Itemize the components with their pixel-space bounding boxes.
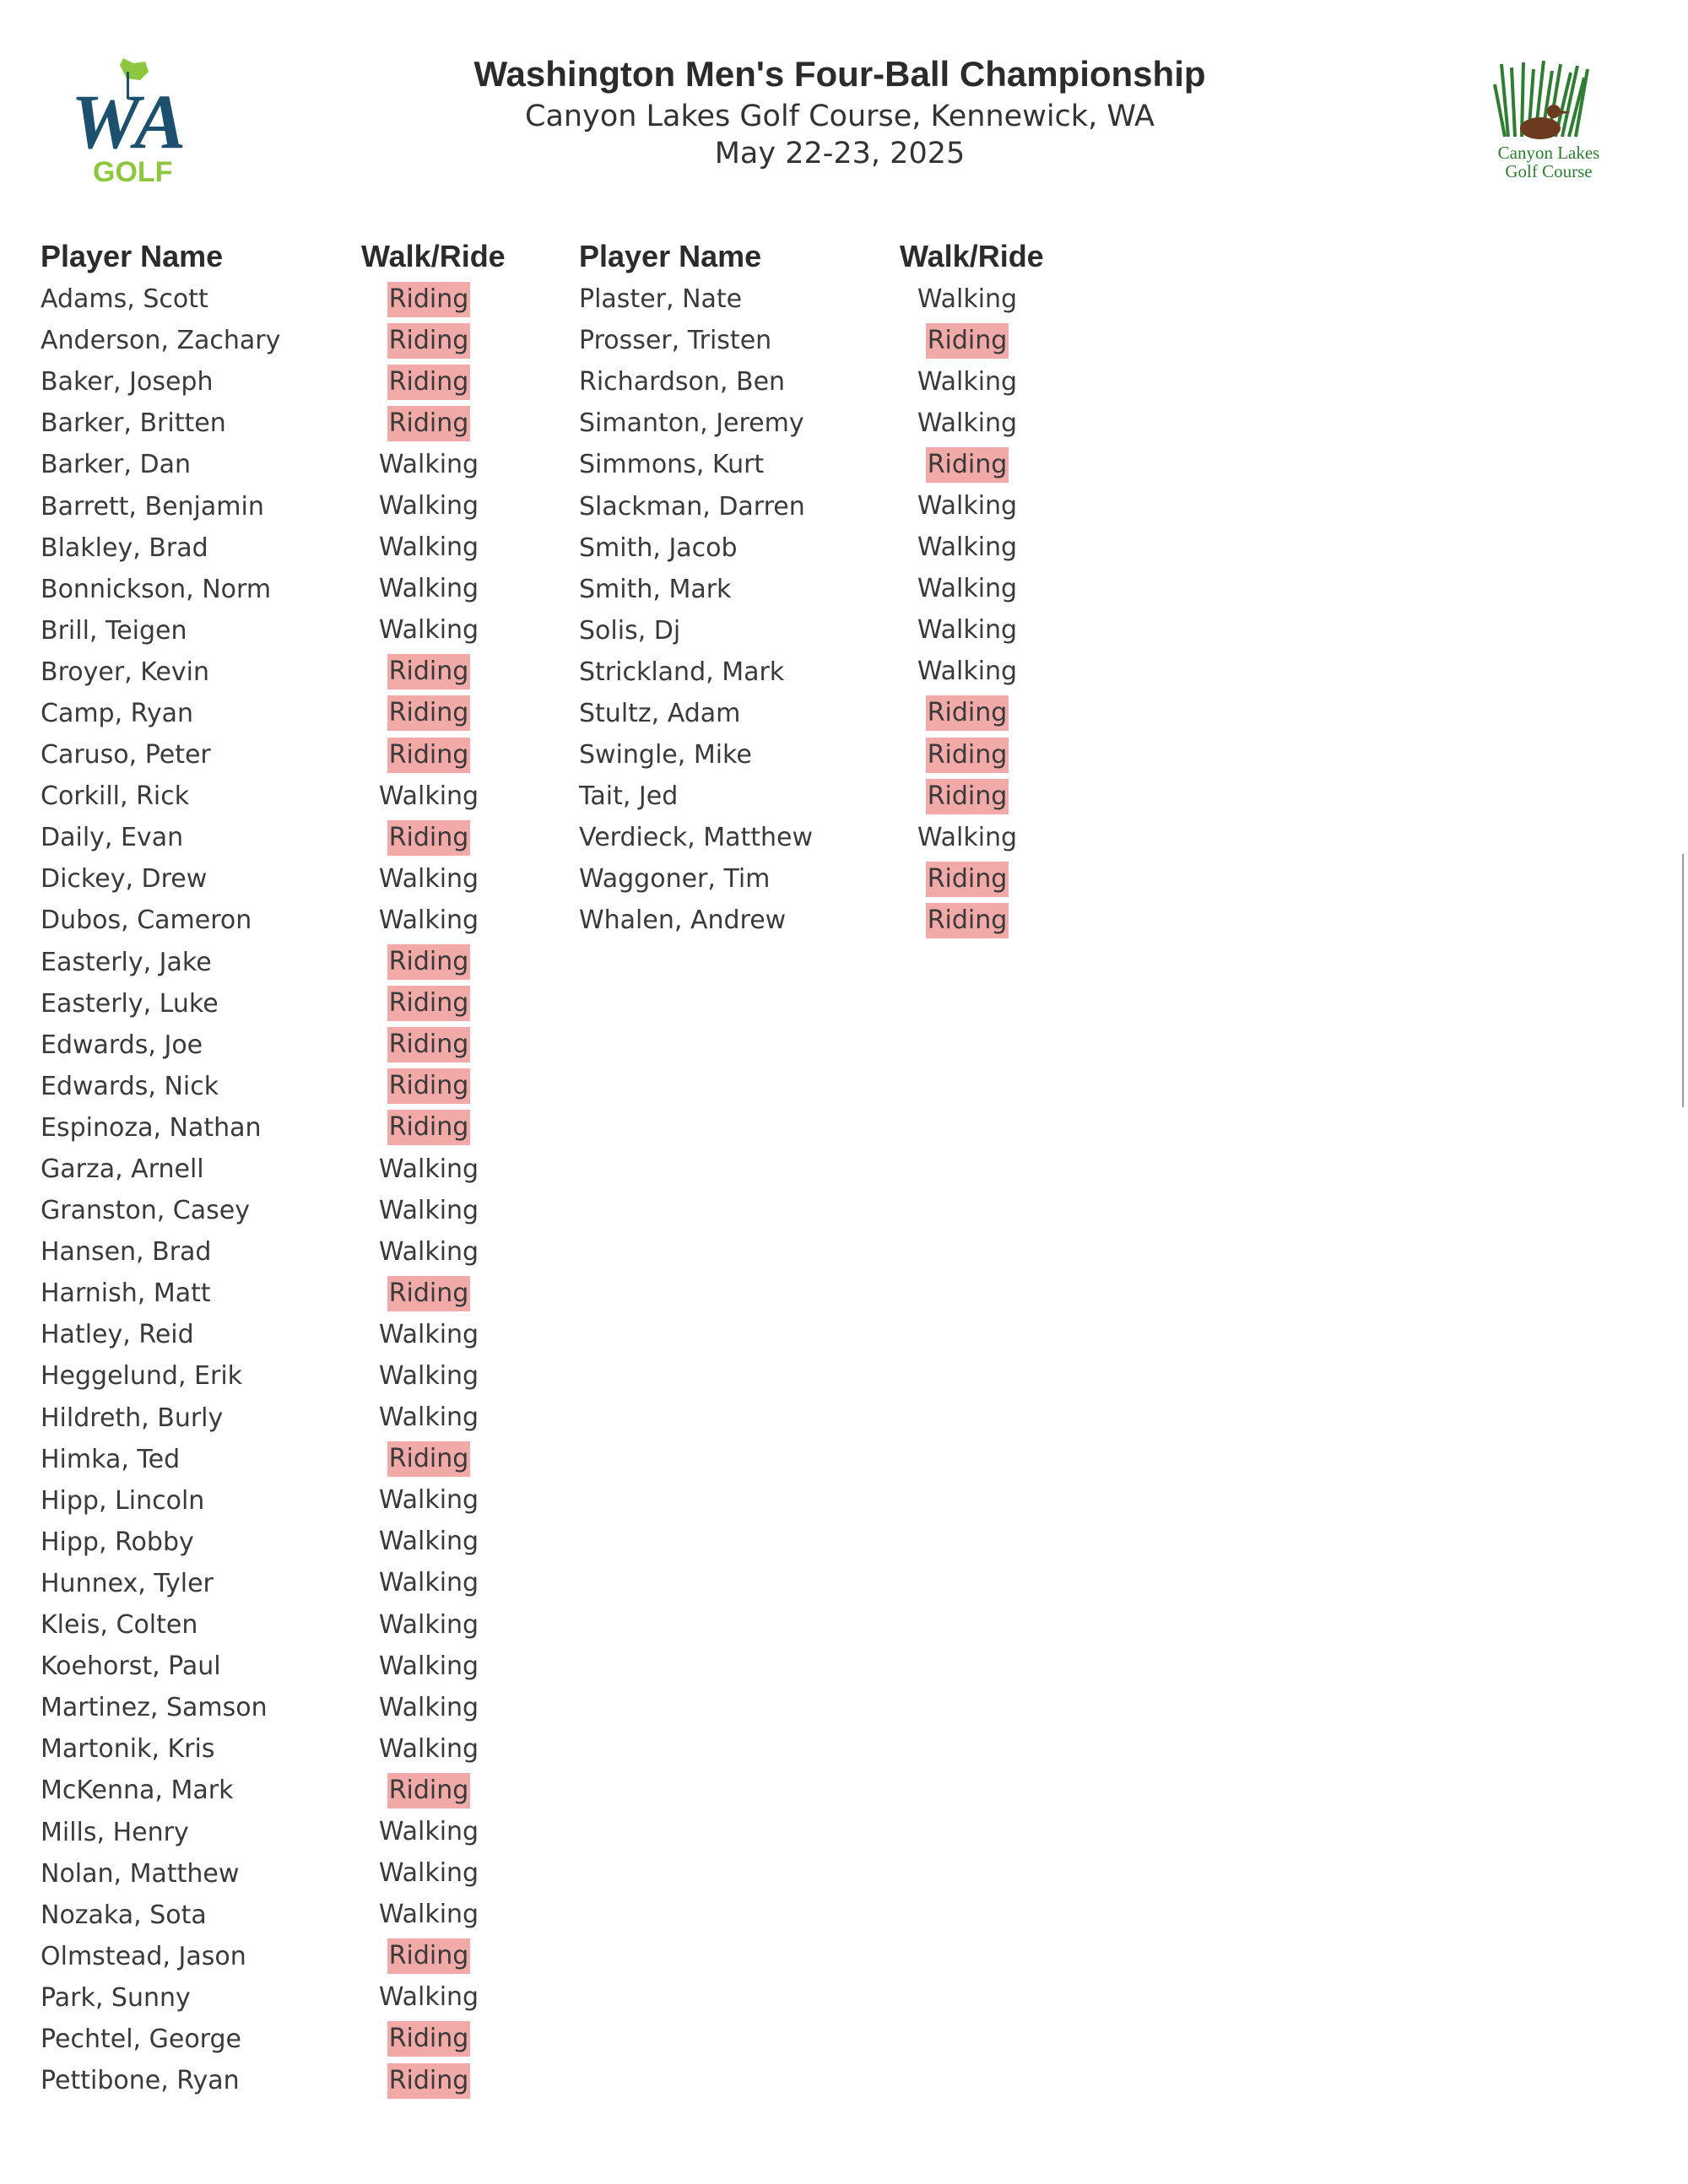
player-name: Harnish, Matt bbox=[41, 1279, 211, 1309]
riding-status: Riding bbox=[387, 282, 471, 317]
walk-ride-header: Walk/Ride bbox=[900, 239, 1044, 273]
riding-status: Riding bbox=[387, 654, 471, 689]
riding-status: Riding bbox=[387, 1441, 471, 1477]
walking-status: Walking bbox=[378, 449, 479, 479]
player-row bbox=[41, 942, 496, 983]
player-name: Stultz, Adam bbox=[579, 698, 741, 728]
walk-ride-cell bbox=[361, 1524, 496, 1560]
walk-ride-cell bbox=[900, 447, 1035, 483]
walking-status: Walking bbox=[378, 781, 479, 811]
riding-status: Riding bbox=[926, 779, 1009, 814]
walking-status: Walking bbox=[378, 905, 479, 935]
player-name: Camp, Ryan bbox=[41, 698, 194, 728]
player-row bbox=[41, 1811, 496, 1852]
player-row bbox=[41, 1563, 496, 1604]
player-name: Corkill, Rick bbox=[41, 781, 190, 812]
riding-status: Riding bbox=[387, 820, 471, 856]
riding-status: Riding bbox=[926, 447, 1009, 483]
walk-ride-cell bbox=[361, 1938, 496, 1974]
walk-ride-cell bbox=[361, 1690, 496, 1726]
player-row bbox=[41, 2019, 496, 2060]
player-name: Park, Sunny bbox=[41, 1982, 191, 2013]
player-row bbox=[41, 817, 496, 858]
player-name: Nolan, Matthew bbox=[41, 1858, 240, 1889]
player-row bbox=[41, 1522, 496, 1563]
walking-status: Walking bbox=[378, 1236, 479, 1267]
player-row bbox=[41, 1397, 496, 1439]
player-name: Swingle, Mike bbox=[579, 740, 752, 770]
player-row bbox=[41, 1604, 496, 1646]
walk-ride-cell bbox=[361, 820, 496, 856]
player-name: Dubos, Cameron bbox=[41, 905, 252, 936]
player-name: Nozaka, Sota bbox=[41, 1900, 207, 1930]
riding-status: Riding bbox=[387, 1068, 471, 1104]
player-name: Simmons, Kurt bbox=[579, 450, 765, 480]
riding-status: Riding bbox=[387, 406, 471, 441]
player-row bbox=[579, 444, 1035, 485]
player-name: Richardson, Ben bbox=[579, 367, 786, 397]
player-name: Dickey, Drew bbox=[41, 864, 208, 895]
wa-letters: WA bbox=[71, 78, 187, 165]
walk-ride-cell bbox=[900, 530, 1035, 565]
walk-ride-cell bbox=[900, 820, 1035, 856]
player-row bbox=[579, 485, 1035, 527]
player-row bbox=[41, 1646, 496, 1687]
canyon-lakes-logo bbox=[1490, 59, 1608, 186]
player-row bbox=[579, 651, 1035, 693]
riding-status: Riding bbox=[387, 365, 471, 400]
player-name: Hatley, Reid bbox=[41, 1320, 194, 1350]
player-name: Anderson, Zachary bbox=[41, 326, 281, 356]
walking-status: Walking bbox=[378, 1485, 479, 1516]
player-row bbox=[41, 1024, 496, 1066]
player-name: Brill, Teigen bbox=[41, 615, 187, 646]
walk-ride-cell bbox=[900, 489, 1035, 524]
walking-status: Walking bbox=[378, 1319, 479, 1349]
walking-status: Walking bbox=[378, 1858, 479, 1889]
walking-status: Walking bbox=[378, 1360, 479, 1391]
walking-status: Walking bbox=[917, 615, 1018, 646]
player-row bbox=[41, 1728, 496, 1770]
player-name: Prosser, Tristen bbox=[579, 326, 772, 356]
player-row bbox=[41, 569, 496, 610]
walking-status: Walking bbox=[917, 657, 1018, 687]
player-name: Smith, Mark bbox=[579, 574, 732, 604]
walk-ride-cell bbox=[361, 1897, 496, 1933]
player-row bbox=[579, 693, 1035, 734]
player-name: Espinoza, Nathan bbox=[41, 1112, 262, 1143]
player-row bbox=[579, 320, 1035, 361]
walk-ride-cell bbox=[900, 571, 1035, 607]
player-name: Hipp, Lincoln bbox=[41, 1485, 205, 1516]
player-name: McKenna, Mark bbox=[41, 1776, 234, 1806]
player-row bbox=[579, 361, 1035, 403]
player-row bbox=[41, 1439, 496, 1480]
player-name-header: Player Name bbox=[41, 239, 224, 273]
player-name: Mills, Henry bbox=[41, 1817, 189, 1847]
course-location: Canyon Lakes Golf Course, Kennewick, WA bbox=[525, 100, 1155, 133]
document-header bbox=[0, 51, 1680, 172]
player-row bbox=[41, 1853, 496, 1895]
player-name: Slackman, Darren bbox=[579, 491, 805, 522]
walk-ride-cell bbox=[900, 323, 1035, 359]
walk-ride-cell bbox=[361, 1152, 496, 1187]
player-name: Hipp, Robby bbox=[41, 1527, 194, 1557]
player-name: Martonik, Kris bbox=[41, 1734, 215, 1765]
player-row bbox=[41, 1977, 496, 2019]
player-name: Pettibone, Ryan bbox=[41, 2066, 240, 2096]
walk-ride-cell bbox=[900, 779, 1035, 814]
walk-ride-cell bbox=[361, 738, 496, 773]
walking-status: Walking bbox=[917, 366, 1018, 397]
walking-status: Walking bbox=[378, 1900, 479, 1930]
player-name: Hansen, Brad bbox=[41, 1237, 212, 1268]
player-name: Whalen, Andrew bbox=[579, 905, 787, 936]
player-row bbox=[41, 1687, 496, 1728]
walk-ride-cell bbox=[900, 613, 1035, 648]
walk-ride-cell bbox=[361, 1732, 496, 1767]
player-name: Hildreth, Burly bbox=[41, 1403, 224, 1433]
player-name: Garza, Arnell bbox=[41, 1154, 204, 1185]
player-name: Kleis, Colten bbox=[41, 1610, 198, 1641]
walking-status: Walking bbox=[378, 863, 479, 894]
player-name: Koehorst, Paul bbox=[41, 1652, 221, 1682]
walking-status: Walking bbox=[378, 1195, 479, 1225]
player-name: Barker, Dan bbox=[41, 450, 191, 480]
column-header-row bbox=[41, 235, 506, 278]
walk-ride-cell bbox=[361, 1814, 496, 1850]
walk-ride-cell bbox=[361, 530, 496, 565]
player-row bbox=[41, 1231, 496, 1273]
walk-ride-cell bbox=[361, 1027, 496, 1062]
player-row bbox=[41, 1936, 496, 1977]
walk-ride-cell bbox=[900, 862, 1035, 897]
player-row bbox=[579, 817, 1035, 858]
player-row bbox=[579, 776, 1035, 817]
player-row bbox=[41, 2060, 496, 2101]
player-row bbox=[41, 1355, 496, 1397]
player-row bbox=[41, 1149, 496, 1190]
player-row bbox=[41, 858, 496, 900]
walking-status: Walking bbox=[378, 1733, 479, 1764]
walk-ride-cell bbox=[361, 489, 496, 524]
walking-status: Walking bbox=[378, 1403, 479, 1433]
walk-ride-cell bbox=[361, 1317, 496, 1353]
walking-status: Walking bbox=[917, 408, 1018, 438]
player-name: Verdieck, Matthew bbox=[579, 823, 814, 853]
walk-ride-cell bbox=[361, 944, 496, 980]
player-row bbox=[41, 1190, 496, 1231]
player-row bbox=[41, 610, 496, 651]
walk-ride-cell bbox=[900, 738, 1035, 773]
player-name: Easterly, Jake bbox=[41, 947, 212, 977]
walk-ride-cell bbox=[361, 1856, 496, 1891]
player-name: Martinez, Samson bbox=[41, 1693, 268, 1723]
player-row bbox=[41, 1480, 496, 1522]
player-row bbox=[41, 1314, 496, 1355]
walk-ride-cell bbox=[361, 1980, 496, 2015]
walk-ride-cell bbox=[361, 613, 496, 648]
walking-status: Walking bbox=[378, 615, 479, 646]
walking-status: Walking bbox=[917, 822, 1018, 852]
player-row bbox=[41, 527, 496, 569]
riding-status: Riding bbox=[387, 1773, 471, 1808]
walk-ride-cell bbox=[361, 1608, 496, 1643]
player-name: Himka, Ted bbox=[41, 1444, 181, 1474]
walking-status: Walking bbox=[378, 1609, 479, 1640]
walk-ride-cell bbox=[900, 282, 1035, 317]
player-name: Caruso, Peter bbox=[41, 740, 211, 770]
walking-status: Walking bbox=[378, 1692, 479, 1722]
walking-status: Walking bbox=[378, 532, 479, 563]
walking-status: Walking bbox=[378, 1527, 479, 1557]
walk-ride-cell bbox=[361, 862, 496, 897]
player-row bbox=[41, 651, 496, 693]
page-title: Washington Men's Four-Ball Championship bbox=[473, 54, 1206, 94]
walking-status: Walking bbox=[378, 491, 479, 522]
walking-status: Walking bbox=[378, 1154, 479, 1184]
player-row bbox=[41, 734, 496, 776]
column-header-row bbox=[579, 235, 1044, 278]
player-list-right bbox=[579, 235, 1044, 942]
player-row bbox=[579, 403, 1035, 444]
walk-ride-cell bbox=[361, 986, 496, 1021]
player-name: Hunnex, Tyler bbox=[41, 1568, 214, 1598]
player-name: Strickland, Mark bbox=[579, 657, 785, 687]
player-name: Bonnickson, Norm bbox=[41, 574, 272, 604]
wa-golf-word: GOLF bbox=[93, 156, 173, 188]
walking-status: Walking bbox=[378, 1651, 479, 1681]
walk-ride-cell bbox=[361, 1235, 496, 1270]
walk-ride-cell bbox=[361, 2021, 496, 2057]
walk-ride-cell bbox=[361, 654, 496, 689]
player-name: Solis, Dj bbox=[579, 615, 681, 646]
walk-ride-cell bbox=[900, 903, 1035, 938]
walking-status: Walking bbox=[378, 1817, 479, 1847]
canyon-lakes-line2: Golf Course bbox=[1505, 161, 1593, 181]
player-name: Adams, Scott bbox=[41, 284, 208, 315]
walk-ride-cell bbox=[361, 365, 496, 400]
walk-ride-cell bbox=[361, 323, 496, 359]
riding-status: Riding bbox=[387, 1110, 471, 1145]
walk-ride-cell bbox=[361, 282, 496, 317]
riding-status: Riding bbox=[387, 986, 471, 1021]
walk-ride-cell bbox=[900, 695, 1035, 731]
riding-status: Riding bbox=[926, 323, 1009, 359]
walk-ride-cell bbox=[361, 1649, 496, 1684]
walk-ride-cell bbox=[361, 1359, 496, 1394]
player-name: Simanton, Jeremy bbox=[579, 408, 804, 439]
riding-status: Riding bbox=[387, 1027, 471, 1062]
walking-status: Walking bbox=[917, 284, 1018, 314]
walk-ride-cell bbox=[361, 406, 496, 441]
walk-ride-cell bbox=[900, 406, 1035, 441]
walking-status: Walking bbox=[378, 1568, 479, 1598]
riding-status: Riding bbox=[387, 1938, 471, 1974]
walk-ride-cell bbox=[361, 779, 496, 814]
player-name: Heggelund, Erik bbox=[41, 1361, 243, 1392]
page-edge-scroll-indicator bbox=[1682, 854, 1684, 1107]
walking-status: Walking bbox=[917, 532, 1018, 563]
walk-ride-cell bbox=[361, 1110, 496, 1145]
player-name: Granston, Casey bbox=[41, 1196, 250, 1226]
player-name: Edwards, Nick bbox=[41, 1071, 219, 1101]
walk-ride-cell bbox=[361, 1400, 496, 1435]
riding-status: Riding bbox=[387, 1276, 471, 1311]
riding-status: Riding bbox=[387, 738, 471, 773]
player-name: Smith, Jacob bbox=[579, 532, 738, 563]
riding-status: Riding bbox=[387, 323, 471, 359]
walk-ride-cell bbox=[361, 1068, 496, 1104]
player-row bbox=[41, 1273, 496, 1314]
player-name: Edwards, Joe bbox=[41, 1030, 203, 1060]
riding-status: Riding bbox=[926, 862, 1009, 897]
player-name: Broyer, Kevin bbox=[41, 657, 209, 687]
walk-ride-header: Walk/Ride bbox=[361, 239, 506, 273]
player-name: Blakley, Brad bbox=[41, 532, 208, 563]
player-name: Olmstead, Jason bbox=[41, 1941, 246, 1971]
player-row bbox=[579, 900, 1035, 941]
walk-ride-cell bbox=[361, 447, 496, 483]
player-row bbox=[41, 983, 496, 1024]
player-row bbox=[41, 485, 496, 527]
walking-status: Walking bbox=[917, 491, 1018, 522]
player-name: Baker, Joseph bbox=[41, 367, 214, 397]
player-list-left bbox=[41, 235, 506, 2101]
player-name: Plaster, Nate bbox=[579, 284, 743, 315]
walk-ride-cell bbox=[361, 1276, 496, 1311]
walk-ride-cell bbox=[361, 903, 496, 938]
canyon-lakes-line1: Canyon Lakes bbox=[1497, 143, 1600, 163]
walk-ride-cell bbox=[361, 571, 496, 607]
riding-status: Riding bbox=[926, 738, 1009, 773]
player-row bbox=[41, 278, 496, 320]
player-name: Pechtel, George bbox=[41, 2024, 241, 2054]
player-row bbox=[579, 610, 1035, 651]
player-row bbox=[41, 1066, 496, 1107]
player-row bbox=[579, 734, 1035, 776]
walk-ride-cell bbox=[361, 1565, 496, 1601]
player-row bbox=[41, 776, 496, 817]
player-row bbox=[41, 444, 496, 485]
player-name-header: Player Name bbox=[579, 239, 762, 273]
player-row bbox=[579, 278, 1035, 320]
player-row bbox=[41, 1895, 496, 1936]
riding-status: Riding bbox=[926, 695, 1009, 731]
player-name: Barker, Britten bbox=[41, 408, 226, 439]
walk-ride-cell bbox=[900, 365, 1035, 400]
player-name: Easterly, Luke bbox=[41, 988, 219, 1019]
player-name: Barrett, Benjamin bbox=[41, 491, 264, 522]
walk-ride-cell bbox=[361, 1193, 496, 1229]
player-row bbox=[41, 900, 496, 941]
walk-ride-cell bbox=[361, 1773, 496, 1808]
walk-ride-cell bbox=[361, 1441, 496, 1477]
walking-status: Walking bbox=[917, 574, 1018, 604]
riding-status: Riding bbox=[387, 944, 471, 980]
riding-status: Riding bbox=[387, 2063, 471, 2099]
player-row bbox=[41, 1770, 496, 1811]
walking-status: Walking bbox=[378, 1982, 479, 2013]
player-row bbox=[579, 527, 1035, 569]
riding-status: Riding bbox=[387, 695, 471, 731]
player-row bbox=[41, 361, 496, 403]
event-dates: May 22-23, 2025 bbox=[714, 137, 966, 170]
walk-ride-cell bbox=[361, 695, 496, 731]
player-row bbox=[41, 403, 496, 444]
player-name: Waggoner, Tim bbox=[579, 864, 771, 895]
player-row bbox=[41, 1107, 496, 1149]
player-name: Daily, Evan bbox=[41, 823, 184, 853]
player-name: Tait, Jed bbox=[579, 781, 679, 812]
player-row bbox=[579, 569, 1035, 610]
walk-ride-cell bbox=[361, 2063, 496, 2099]
riding-status: Riding bbox=[387, 2021, 471, 2057]
player-row bbox=[579, 858, 1035, 900]
walk-ride-cell bbox=[900, 654, 1035, 689]
walking-status: Walking bbox=[378, 574, 479, 604]
walk-ride-cell bbox=[361, 1483, 496, 1518]
player-row bbox=[41, 320, 496, 361]
riding-status: Riding bbox=[926, 903, 1009, 938]
player-row bbox=[41, 693, 496, 734]
